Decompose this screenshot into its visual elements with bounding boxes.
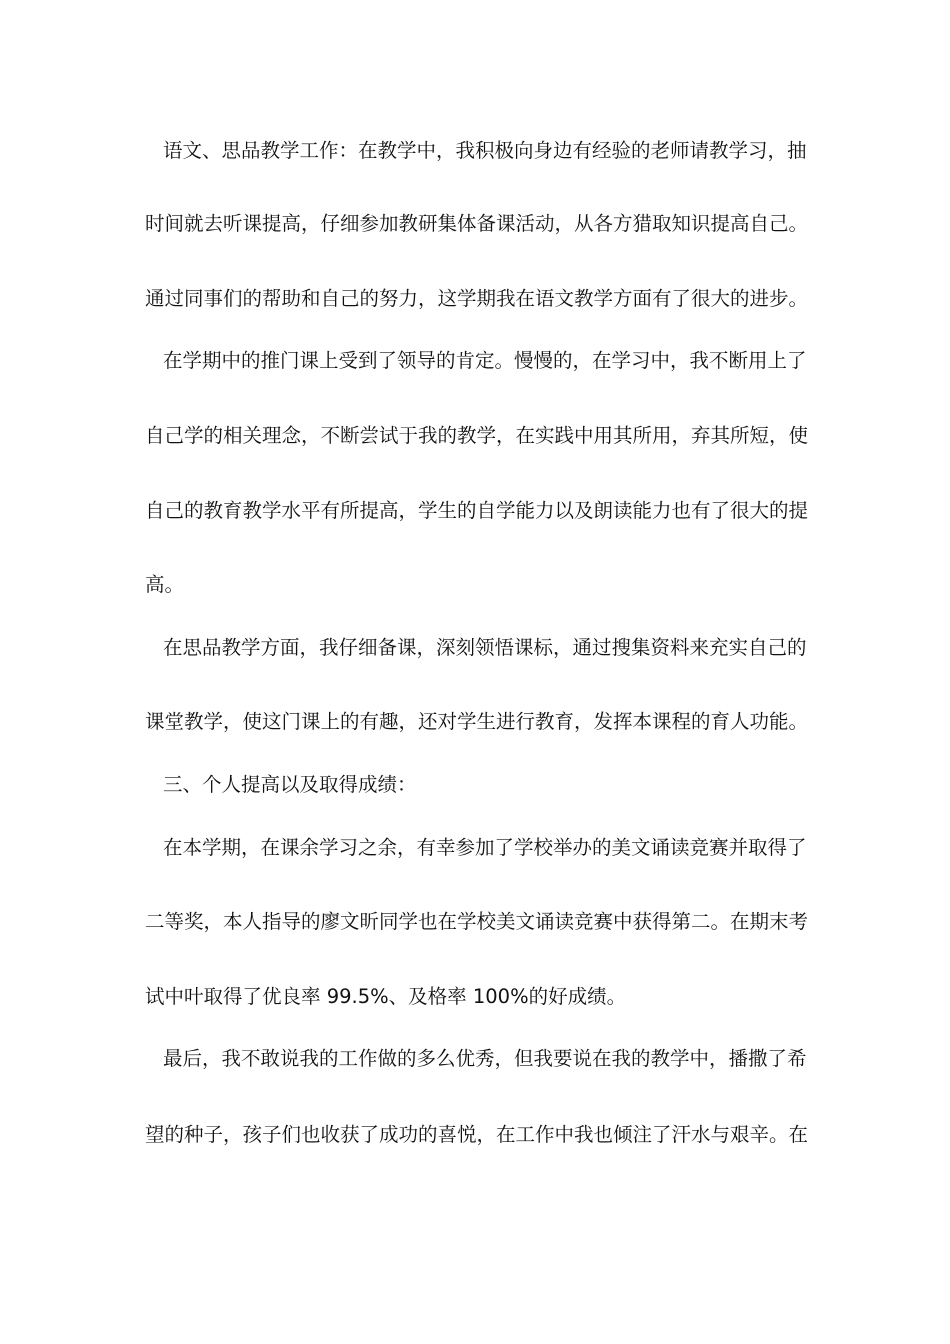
section-heading: 三、个人提高以及取得成绩： [163, 773, 417, 796]
paragraph-line: 通过同事们的帮助和自己的努力，这学期我在语文教学方面有了很大的进步。 [145, 287, 809, 310]
paragraph-line: 在思品教学方面，我仔细备课，深刻领悟课标，通过搜集资料来充实自己的 [163, 636, 807, 659]
paragraph-line: 望的种子，孩子们也收获了成功的喜悦，在工作中我也倾注了汗水与艰辛。在 [145, 1123, 809, 1146]
paragraph-line: 最后，我不敢说我的工作做的多么优秀，但我要说在我的教学中，播撒了希 [163, 1047, 807, 1070]
paragraph-line: 自己学的相关理念，不断尝试于我的教学，在实践中用其所用，弃其所短，使 [145, 424, 809, 447]
paragraph-line: 语文、思品教学工作：在教学中，我积极向身边有经验的老师请教学习，抽 [163, 139, 807, 162]
paragraph-line: 自己的教育教学水平有所提高，学生的自学能力以及朗读能力也有了很大的提 [145, 499, 809, 522]
paragraph-line: 在学期中的推门课上受到了领导的肯定。慢慢的，在学习中，我不断用上了 [163, 349, 807, 372]
paragraph-line: 高。 [145, 573, 185, 596]
paragraph-line: 课堂教学，使这门课上的有趣，还对学生进行教育，发挥本课程的育人功能。 [145, 710, 809, 733]
paragraph-line: 二等奖，本人指导的廖文昕同学也在学校美文诵读竞赛中获得第二。在期末考 [145, 910, 809, 933]
paragraph-line: 在本学期，在课余学习之余，有幸参加了学校举办的美文诵读竞赛并取得了 [163, 836, 807, 859]
paragraph-line: 时间就去听课提高，仔细参加教研集体备课活动，从各方猎取知识提高自己。 [145, 212, 809, 235]
paragraph-line: 试中叶取得了优良率 99.5%、及格率 100%的好成绩。 [145, 985, 627, 1008]
